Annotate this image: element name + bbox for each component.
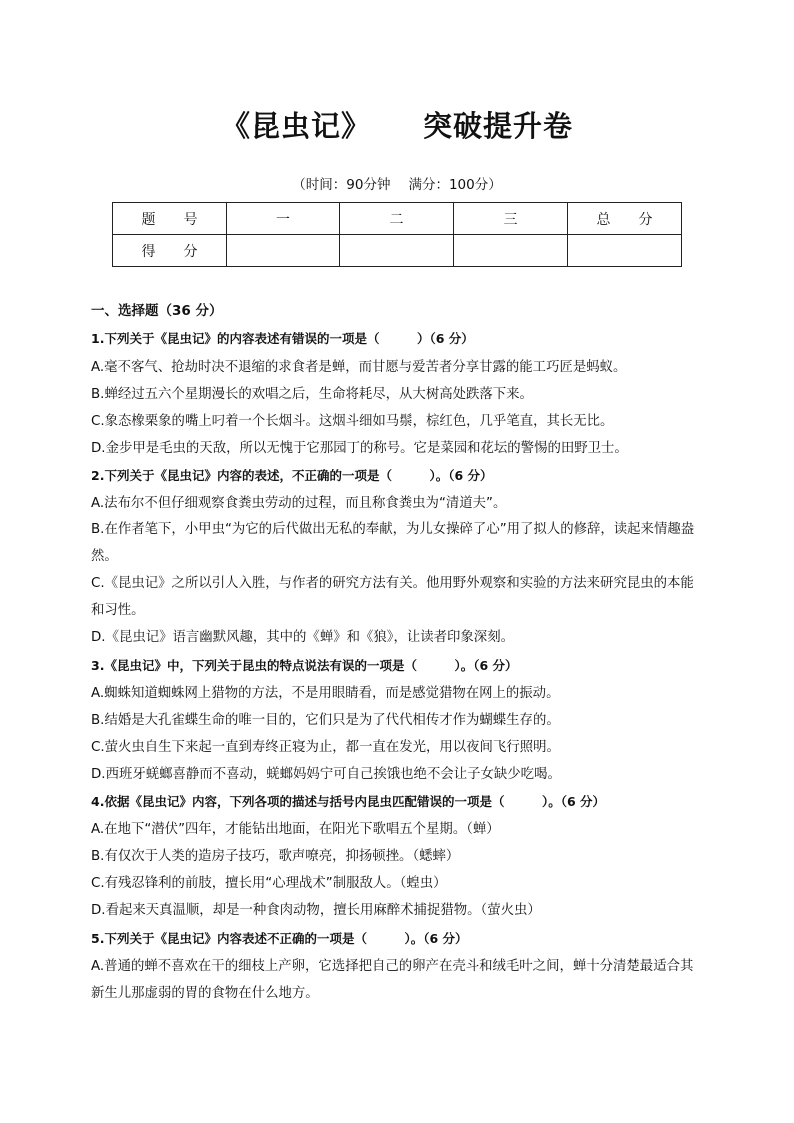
score-table [112,202,682,267]
question-3-option-b: B.结婚是大孔雀蝶生命的唯一目的，它们只是为了代代相传才作为蝴蝶生存的。 [91,713,560,728]
question-3-option-a: A.蜘蛛知道蜘蛛网上猎物的方法，不是用眼睛看，而是感觉猎物在网上的振动。 [91,686,560,701]
question-4-option-c: C.有残忍锋利的前肢，擅长用“心理战术”制服敌人。（蝗虫） [91,876,447,891]
exam-score: 满分：100分） [408,177,502,193]
question-2-option-a: A.法布尔不但仔细观察食粪虫劳动的过程，而且称食粪虫为“清道夫”。 [91,496,507,511]
title-main: 突破提升卷 [423,109,574,143]
question-2-option-c: C.《昆虫记》之所以引人入胜，与作者的研究方法有关。他用野外观察和实验的方法来研究昆虫的本能和习性。 [91,576,694,618]
cell-section-1: 一 [227,203,340,235]
question-3-option-d: D.西班牙蜣螂喜静而不喜动，蜣螂妈妈宁可自己挨饿也绝不会让子女缺少吃喝。 [91,767,561,782]
question-2-stem: 2.下列关于《昆虫记》内容的表述，不正确的一项是（ ）。（6 分） [91,468,493,483]
section-heading: 一、选择题（36 分） [91,303,223,319]
cell-header-label: 题 号 [113,203,227,235]
title-book-name: 《昆虫记》 [220,109,371,143]
cell-score-3 [454,235,568,267]
question-3-option-c: C.萤火虫自生下来起一直到寿终正寝为止，都一直在发光，用以夜间飞行照明。 [91,740,560,755]
cell-score-2 [340,235,454,267]
page-title [0,104,794,145]
question-1-stem: 1.下列关于《昆虫记》的内容表述有错误的一项是（ ）（6 分） [91,331,474,346]
cell-score-label: 得 分 [113,235,227,267]
cell-section-2: 二 [340,203,454,235]
cell-total: 总 分 [568,203,682,235]
question-5-option-a: A.普通的蝉不喜欢在干的细枝上产卵，它选择把自己的卵产在壳斗和绒毛叶之间，蝉十分清楚最适合其新生儿那虚弱的胃的食物在什么地方。 [91,959,694,1001]
question-1-option-b: B.蝉经过五六个星期漫长的欢唱之后，生命将耗尽，从大树高处跌落下来。 [91,387,533,402]
question-4-option-b: B.有仅次于人类的造房子技巧，歌声嘹亮，抑扬顿挫。（蟋蟀） [91,849,460,864]
exam-info [0,173,794,193]
cell-score-total [568,235,682,267]
question-2-option-d: D.《昆虫记》语言幽默风趣，其中的《蝉》和《狼》，让读者印象深刻。 [91,630,514,645]
question-1-option-d: D.金步甲是毛虫的天敌，所以无愧于它那园丁的称号。它是菜园和花坛的警惕的田野卫士。 [91,441,628,456]
question-5-stem: 5.下列关于《昆虫记》内容表述不正确的一项是（ ）。（6 分） [91,931,468,946]
question-4-option-a: A.在地下“潜伏”四年，才能钻出地面，在阳光下歌唱五个星期。（蝉） [91,822,500,837]
score-table-score-row [113,235,682,267]
score-table-header-row [113,203,682,235]
question-1-option-c: C.象态橡栗象的嘴上叼着一个长烟斗。这烟斗细如马鬃，棕红色，几乎笔直，其长无比。 [91,414,614,429]
cell-section-3: 三 [454,203,568,235]
question-1-option-a: A.毫不客气、抢劫时决不退缩的求食者是蝉，而甘愿与爱苦者分享甘露的能工巧匠是蚂蚁。 [91,360,627,375]
question-4-option-d: D.看起来天真温顺，却是一种食肉动物，擅长用麻醉术捕捉猎物。（萤火虫） [91,903,541,918]
exam-time: （时间：90分钟 [292,177,391,193]
question-2-option-b: B.在作者笔下，小甲虫“为它的后代做出无私的奉献，为儿女操碎了心”用了拟人的修辞，读起来情趣盎然。 [91,522,695,564]
question-3-stem: 3.《昆虫记》中，下列关于昆虫的特点说法有误的一项是（ ）。（6 分） [91,658,518,673]
cell-score-1 [227,235,340,267]
question-4-stem: 4.依据《昆虫记》内容，下列各项的描述与括号内昆虫匹配错误的一项是（ ）。（6 分） [91,794,605,809]
